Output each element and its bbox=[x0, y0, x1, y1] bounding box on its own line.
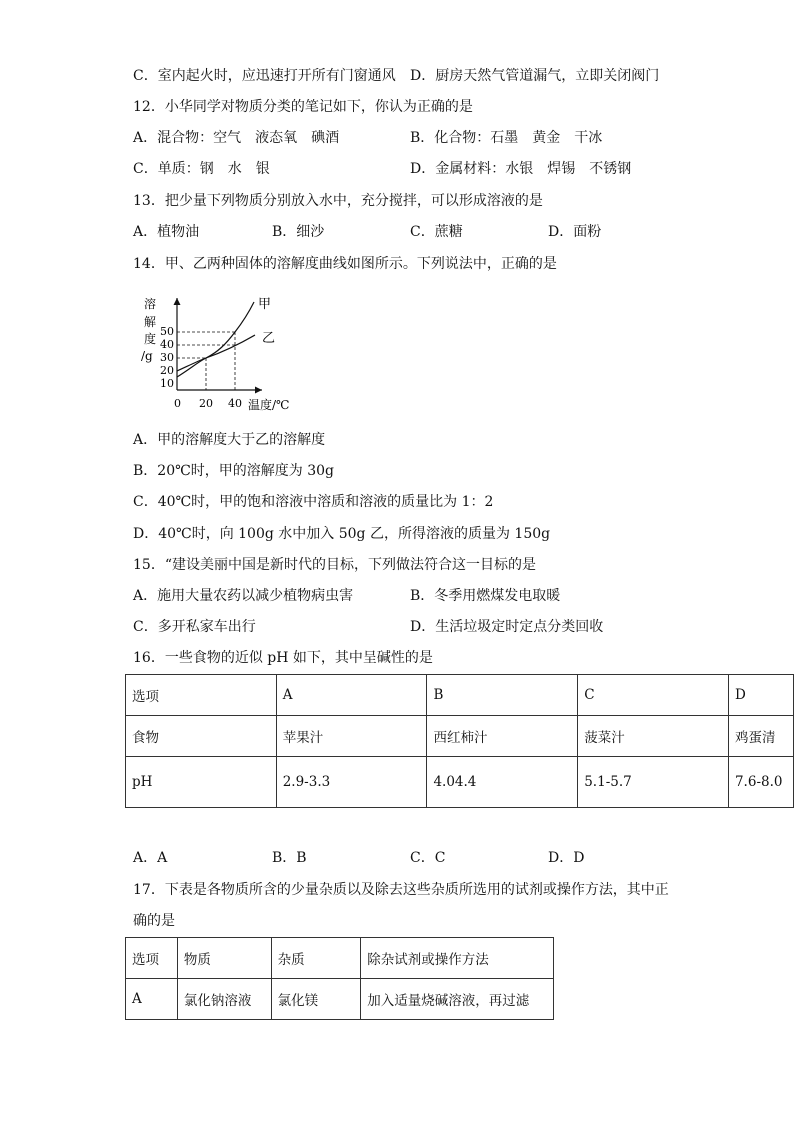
q12-option-d: D．金属材料：水银 焊锡 不锈钢 bbox=[410, 161, 632, 177]
table-cell: 选项 bbox=[126, 938, 178, 979]
table-cell: A bbox=[276, 675, 427, 716]
curve-yi bbox=[177, 335, 255, 371]
table-cell: 除杂试剂或操作方法 bbox=[361, 938, 554, 979]
x-tick-40: 40 bbox=[228, 397, 242, 410]
y-tick-20: 20 bbox=[160, 364, 174, 377]
q13-stem: 13．把少量下列物质分别放入水中，充分搅拌，可以形成溶液的是 bbox=[133, 193, 543, 209]
q14-option-b: B．20℃时，甲的溶解度为 30g bbox=[133, 463, 334, 479]
y-axis-label-4: /g bbox=[141, 349, 153, 363]
q11-option-c: C．室内起火时，应迅速打开所有门窗通风 bbox=[133, 68, 396, 84]
q15-option-a: A．施用大量农药以减少植物病虫害 bbox=[133, 588, 354, 604]
q16-option-b: B．B bbox=[272, 850, 307, 866]
q15-stem: 15．“建设美丽中国是新时代的目标，下列做法符合这一目标的是 bbox=[133, 557, 536, 573]
q14-option-c: C．40℃时，甲的饱和溶液中溶质和溶液的质量比为 1：2 bbox=[133, 494, 494, 510]
table-cell: 鸡蛋清 bbox=[728, 716, 793, 757]
table-cell: 2.9-3.3 bbox=[276, 757, 427, 808]
q13-option-c: C．蔗糖 bbox=[410, 224, 463, 240]
table-cell: 杂质 bbox=[271, 938, 361, 979]
q13-option-a: A．植物油 bbox=[133, 224, 200, 240]
q14-option-a: A．甲的溶解度大于乙的溶解度 bbox=[133, 432, 326, 448]
table-cell: 氯化镁 bbox=[271, 979, 361, 1020]
series-label-yi: 乙 bbox=[262, 331, 276, 346]
y-tick-50: 50 bbox=[160, 325, 174, 338]
solubility-curve-chart bbox=[138, 290, 308, 420]
q12-option-b: B．化合物：石墨 黄金 干冰 bbox=[410, 130, 603, 146]
q12-option-a: A．混合物：空气 液态氧 碘酒 bbox=[133, 130, 340, 146]
y-tick-10: 10 bbox=[160, 377, 174, 390]
q13-option-d: D．面粉 bbox=[548, 224, 602, 240]
x-tick-0: 0 bbox=[174, 397, 181, 410]
table-cell: 苹果汁 bbox=[276, 716, 427, 757]
table-row bbox=[126, 757, 794, 808]
x-axis-label: 温度/℃ bbox=[248, 398, 290, 412]
q15-option-b: B．冬季用燃煤发电取暖 bbox=[410, 588, 561, 604]
q15-option-d: D．生活垃圾定时定点分类回收 bbox=[410, 619, 604, 635]
series-label-jia: 甲 bbox=[258, 297, 272, 312]
table-cell: 西红柿汁 bbox=[427, 716, 578, 757]
y-tick-30: 30 bbox=[160, 351, 174, 364]
q12-stem: 12．小华同学对物质分类的笔记如下，你认为正确的是 bbox=[133, 99, 473, 115]
y-axis-label-2: 解 bbox=[144, 315, 157, 329]
table-cell: 食物 bbox=[126, 716, 277, 757]
q15-option-c: C．多开私家车出行 bbox=[133, 619, 256, 635]
table-row bbox=[126, 675, 794, 716]
y-axis-label-1: 溶 bbox=[144, 297, 157, 311]
q13-option-b: B．细沙 bbox=[272, 224, 325, 240]
y-axis-label-3: 度 bbox=[144, 332, 157, 346]
table-cell: C bbox=[578, 675, 729, 716]
q17-stem-line1: 17．下表是各物质所含的少量杂质以及除去这些杂质所选用的试剂或操作方法，其中正 bbox=[133, 882, 669, 898]
x-tick-20: 20 bbox=[199, 397, 213, 410]
table-cell: 物质 bbox=[177, 938, 271, 979]
table-cell: 氯化钠溶液 bbox=[177, 979, 271, 1020]
q17-stem-line2: 确的是 bbox=[133, 913, 175, 929]
table-cell: 选项 bbox=[126, 675, 277, 716]
q16-option-c: C．C bbox=[410, 850, 446, 866]
q12-option-c: C．单质：钢 水 银 bbox=[133, 161, 270, 177]
q17-impurity-table bbox=[125, 937, 554, 1020]
table-cell: 加入适量烧碱溶液，再过滤 bbox=[361, 979, 554, 1020]
table-row bbox=[126, 979, 554, 1020]
table-cell: B bbox=[427, 675, 578, 716]
table-cell: D bbox=[728, 675, 793, 716]
y-tick-40: 40 bbox=[160, 338, 174, 351]
table-cell: pH bbox=[126, 757, 277, 808]
q16-option-a: A．A bbox=[133, 850, 168, 866]
table-row bbox=[126, 716, 794, 757]
table-cell: 5.1-5.7 bbox=[578, 757, 729, 808]
q11-option-d: D．厨房天然气管道漏气，立即关闭阀门 bbox=[410, 68, 660, 84]
q16-option-d: D．D bbox=[548, 850, 585, 866]
table-cell: 4.04.4 bbox=[427, 757, 578, 808]
table-cell: 菠菜汁 bbox=[578, 716, 729, 757]
table-cell: A bbox=[126, 979, 178, 1020]
table-cell: 7.6-8.0 bbox=[728, 757, 793, 808]
q16-stem: 16．一些食物的近似 pH 如下，其中呈碱性的是 bbox=[133, 650, 433, 666]
q14-stem: 14．甲、乙两种固体的溶解度曲线如图所示。下列说法中，正确的是 bbox=[133, 256, 557, 272]
q16-ph-table bbox=[125, 674, 794, 808]
table-row bbox=[126, 938, 554, 979]
q14-option-d: D．40℃时，向 100g 水中加入 50g 乙，所得溶液的质量为 150g bbox=[133, 526, 551, 542]
